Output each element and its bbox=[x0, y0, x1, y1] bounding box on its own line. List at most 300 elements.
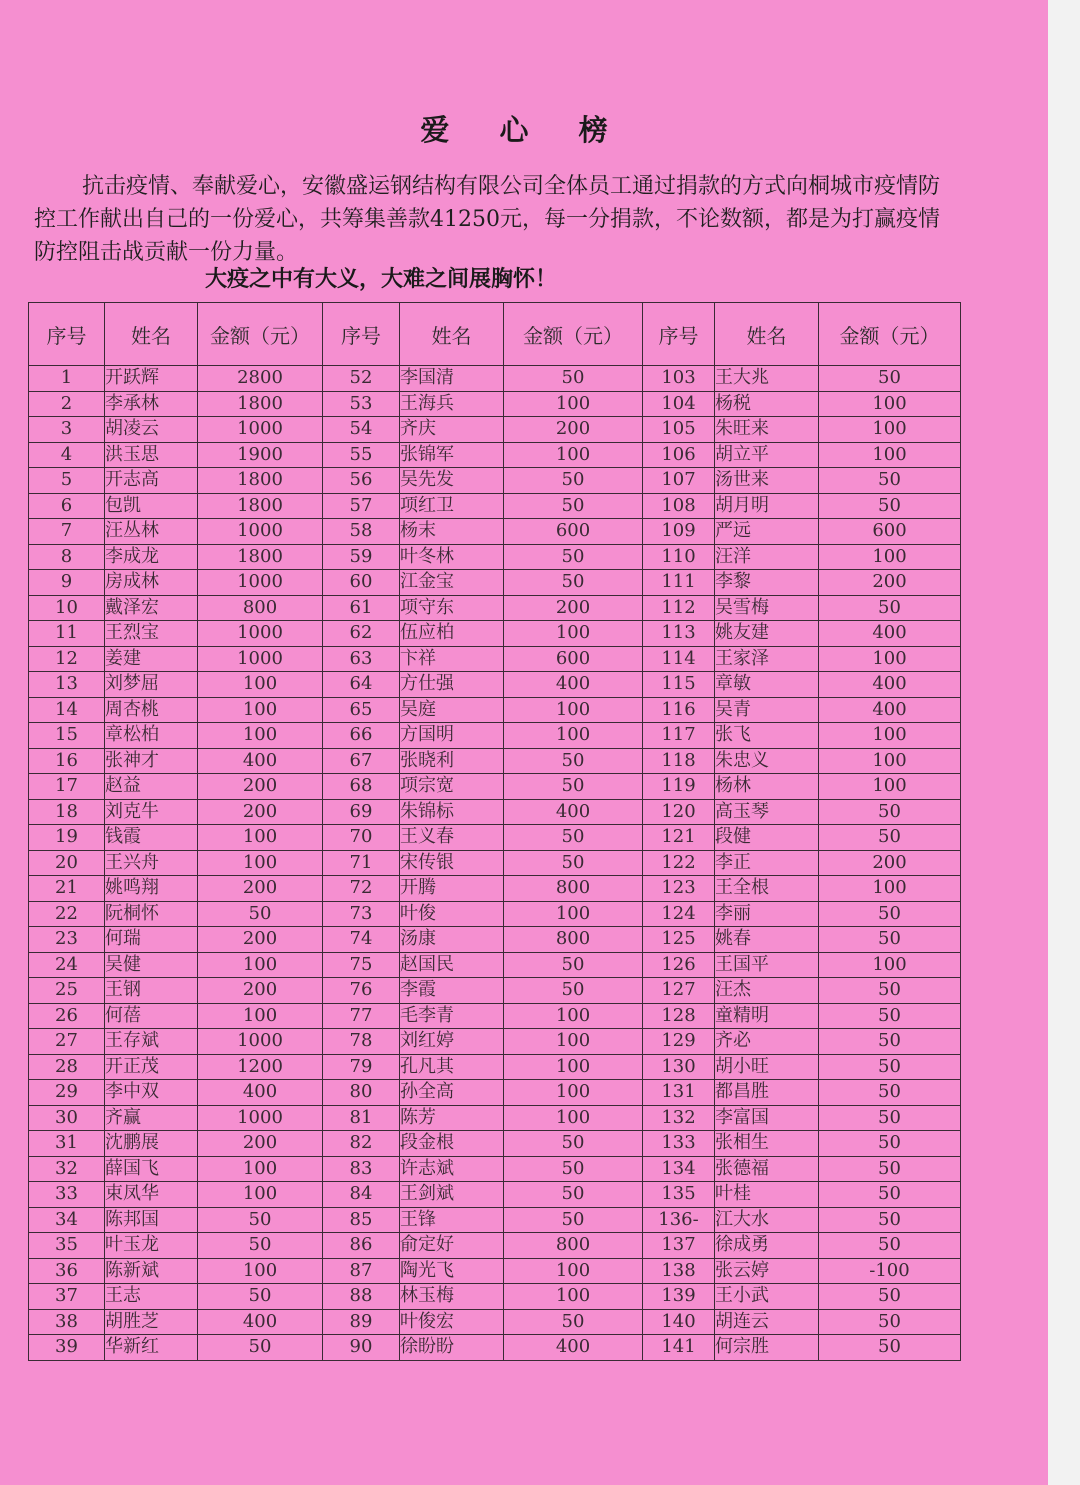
cell-name: 王大兆 bbox=[715, 366, 819, 392]
cell-index: 86 bbox=[323, 1233, 400, 1259]
table-row bbox=[29, 366, 961, 392]
cell-name: 叶玉龙 bbox=[105, 1233, 198, 1259]
cell-name: 刘克牛 bbox=[105, 799, 198, 825]
cell-amount: 100 bbox=[504, 1284, 643, 1310]
cell-index: 74 bbox=[323, 927, 400, 953]
cell-index: 24 bbox=[29, 952, 105, 978]
cell-name: 王存斌 bbox=[105, 1029, 198, 1055]
cell-amount: 1000 bbox=[198, 1105, 323, 1131]
cell-index: 15 bbox=[29, 723, 105, 749]
cell-amount: 400 bbox=[198, 1080, 323, 1106]
cell-index: 106 bbox=[643, 442, 715, 468]
cell-name: 叶桂 bbox=[715, 1182, 819, 1208]
cell-name: 王志 bbox=[105, 1284, 198, 1310]
cell-amount: 200 bbox=[198, 927, 323, 953]
cell-index: 118 bbox=[643, 748, 715, 774]
cell-amount: 50 bbox=[819, 1335, 961, 1361]
cell-amount: 50 bbox=[819, 825, 961, 851]
cell-amount: 100 bbox=[819, 952, 961, 978]
cell-amount: 50 bbox=[819, 1080, 961, 1106]
cell-name: 开正茂 bbox=[105, 1054, 198, 1080]
cell-index: 28 bbox=[29, 1054, 105, 1080]
donor-table bbox=[28, 302, 961, 1361]
cell-index: 131 bbox=[643, 1080, 715, 1106]
cell-name: 胡凌云 bbox=[105, 417, 198, 443]
cell-amount: 100 bbox=[819, 646, 961, 672]
cell-name: 汪洋 bbox=[715, 544, 819, 570]
table-row bbox=[29, 825, 961, 851]
cell-name: 开跃辉 bbox=[105, 366, 198, 392]
cell-index: 57 bbox=[323, 493, 400, 519]
cell-name: 胡立平 bbox=[715, 442, 819, 468]
cell-amount: 100 bbox=[198, 825, 323, 851]
cell-amount: 50 bbox=[819, 595, 961, 621]
cell-index: 58 bbox=[323, 519, 400, 545]
cell-amount: 1000 bbox=[198, 1029, 323, 1055]
cell-index: 63 bbox=[323, 646, 400, 672]
cell-index: 8 bbox=[29, 544, 105, 570]
cell-name: 李中双 bbox=[105, 1080, 198, 1106]
cell-index: 123 bbox=[643, 876, 715, 902]
header-index-2: 序号 bbox=[323, 303, 400, 366]
cell-name: 张云婷 bbox=[715, 1258, 819, 1284]
cell-amount: 400 bbox=[819, 697, 961, 723]
cell-name: 张神才 bbox=[105, 748, 198, 774]
cell-name: 毛李青 bbox=[400, 1003, 504, 1029]
cell-amount: 50 bbox=[504, 1156, 643, 1182]
donor-table-body bbox=[29, 366, 961, 1361]
cell-name: 赵国民 bbox=[400, 952, 504, 978]
table-row bbox=[29, 672, 961, 698]
cell-name: 华新红 bbox=[105, 1335, 198, 1361]
cell-index: 72 bbox=[323, 876, 400, 902]
cell-amount: 50 bbox=[819, 1233, 961, 1259]
cell-amount: 50 bbox=[819, 1105, 961, 1131]
cell-amount: 600 bbox=[504, 646, 643, 672]
cell-index: 60 bbox=[323, 570, 400, 596]
cell-index: 18 bbox=[29, 799, 105, 825]
header-index-3: 序号 bbox=[643, 303, 715, 366]
table-row bbox=[29, 952, 961, 978]
cell-amount: 200 bbox=[198, 978, 323, 1004]
cell-amount: 50 bbox=[504, 850, 643, 876]
cell-amount: 1800 bbox=[198, 391, 323, 417]
cell-amount: 1000 bbox=[198, 519, 323, 545]
cell-name: 薛国飞 bbox=[105, 1156, 198, 1182]
cell-amount: 100 bbox=[198, 850, 323, 876]
cell-name: 叶俊宏 bbox=[400, 1309, 504, 1335]
table-row bbox=[29, 1335, 961, 1361]
cell-name: 张飞 bbox=[715, 723, 819, 749]
cell-amount: 50 bbox=[819, 901, 961, 927]
cell-amount: 50 bbox=[819, 1207, 961, 1233]
cell-name: 段金根 bbox=[400, 1131, 504, 1157]
cell-name: 王烈宝 bbox=[105, 621, 198, 647]
table-row bbox=[29, 1054, 961, 1080]
cell-name: 包凯 bbox=[105, 493, 198, 519]
cell-name: 陶光飞 bbox=[400, 1258, 504, 1284]
cell-amount: 400 bbox=[819, 621, 961, 647]
cell-amount: 1000 bbox=[198, 417, 323, 443]
cell-amount: 50 bbox=[504, 774, 643, 800]
cell-name: 王国平 bbox=[715, 952, 819, 978]
cell-name: 林玉梅 bbox=[400, 1284, 504, 1310]
cell-name: 李承林 bbox=[105, 391, 198, 417]
cell-name: 汤世来 bbox=[715, 468, 819, 494]
cell-amount: 50 bbox=[819, 366, 961, 392]
table-row bbox=[29, 774, 961, 800]
cell-index: 7 bbox=[29, 519, 105, 545]
cell-amount: 200 bbox=[198, 1131, 323, 1157]
cell-name: 何瑞 bbox=[105, 927, 198, 953]
cell-name: 王义春 bbox=[400, 825, 504, 851]
cell-name: 李成龙 bbox=[105, 544, 198, 570]
cell-name: 江金宝 bbox=[400, 570, 504, 596]
cell-amount: 1000 bbox=[198, 621, 323, 647]
cell-name: 吴庭 bbox=[400, 697, 504, 723]
table-row bbox=[29, 723, 961, 749]
cell-name: 伍应柏 bbox=[400, 621, 504, 647]
cell-index: 139 bbox=[643, 1284, 715, 1310]
cell-name: 钱霞 bbox=[105, 825, 198, 851]
cell-name: 朱忠义 bbox=[715, 748, 819, 774]
cell-index: 112 bbox=[643, 595, 715, 621]
cell-amount: 100 bbox=[198, 952, 323, 978]
cell-amount: 50 bbox=[504, 952, 643, 978]
cell-amount: 50 bbox=[198, 1207, 323, 1233]
cell-amount: 100 bbox=[198, 672, 323, 698]
cell-index: 135 bbox=[643, 1182, 715, 1208]
table-row bbox=[29, 1080, 961, 1106]
cell-index: 115 bbox=[643, 672, 715, 698]
cell-amount: 200 bbox=[504, 417, 643, 443]
cell-name: 开腾 bbox=[400, 876, 504, 902]
cell-amount: 100 bbox=[819, 723, 961, 749]
header-name-3: 姓名 bbox=[715, 303, 819, 366]
header-name-1: 姓名 bbox=[105, 303, 198, 366]
cell-name: 卞祥 bbox=[400, 646, 504, 672]
cell-amount: 100 bbox=[819, 748, 961, 774]
cell-name: 高玉琴 bbox=[715, 799, 819, 825]
table-row bbox=[29, 978, 961, 1004]
cell-amount: 800 bbox=[504, 1233, 643, 1259]
cell-index: 66 bbox=[323, 723, 400, 749]
cell-name: 李富国 bbox=[715, 1105, 819, 1131]
cell-name: 张晓利 bbox=[400, 748, 504, 774]
cell-amount: 100 bbox=[198, 1258, 323, 1284]
cell-name: 齐必 bbox=[715, 1029, 819, 1055]
cell-index: 71 bbox=[323, 850, 400, 876]
cell-name: 朱锦标 bbox=[400, 799, 504, 825]
cell-name: 许志斌 bbox=[400, 1156, 504, 1182]
cell-index: 130 bbox=[643, 1054, 715, 1080]
cell-name: 王全根 bbox=[715, 876, 819, 902]
cell-index: 64 bbox=[323, 672, 400, 698]
cell-index: 27 bbox=[29, 1029, 105, 1055]
cell-name: 张锦军 bbox=[400, 442, 504, 468]
cell-index: 19 bbox=[29, 825, 105, 851]
cell-index: 37 bbox=[29, 1284, 105, 1310]
cell-name: 方国明 bbox=[400, 723, 504, 749]
cell-amount: 50 bbox=[504, 1309, 643, 1335]
cell-amount: 50 bbox=[504, 825, 643, 851]
cell-index: 103 bbox=[643, 366, 715, 392]
cell-index: 133 bbox=[643, 1131, 715, 1157]
cell-amount: 50 bbox=[819, 799, 961, 825]
cell-amount: 50 bbox=[819, 927, 961, 953]
cell-index: 77 bbox=[323, 1003, 400, 1029]
cell-amount: 100 bbox=[504, 621, 643, 647]
cell-name: 朱旺来 bbox=[715, 417, 819, 443]
table-row bbox=[29, 595, 961, 621]
cell-index: 122 bbox=[643, 850, 715, 876]
cell-index: 36 bbox=[29, 1258, 105, 1284]
cell-amount: 200 bbox=[198, 799, 323, 825]
table-row bbox=[29, 544, 961, 570]
cell-amount: 800 bbox=[504, 927, 643, 953]
cell-name: 姚春 bbox=[715, 927, 819, 953]
cell-amount: 50 bbox=[504, 748, 643, 774]
cell-name: 徐成勇 bbox=[715, 1233, 819, 1259]
cell-amount: 1800 bbox=[198, 544, 323, 570]
cell-amount: 400 bbox=[504, 799, 643, 825]
cell-index: 65 bbox=[323, 697, 400, 723]
cell-index: 54 bbox=[323, 417, 400, 443]
cell-index: 83 bbox=[323, 1156, 400, 1182]
cell-index: 138 bbox=[643, 1258, 715, 1284]
cell-amount: 50 bbox=[198, 1335, 323, 1361]
cell-amount: 100 bbox=[198, 1156, 323, 1182]
cell-index: 84 bbox=[323, 1182, 400, 1208]
cell-amount: 400 bbox=[819, 672, 961, 698]
cell-amount: 1900 bbox=[198, 442, 323, 468]
cell-index: 116 bbox=[643, 697, 715, 723]
cell-index: 141 bbox=[643, 1335, 715, 1361]
intro-paragraph: 抗击疫情、奉献爱心，安徽盛运钢结构有限公司全体员工通过捐款的方式向桐城市疫情防控工作献出自己的一份爱心，共筹集善款41250元，每一分捐款，不论数额，都是为打赢疫情防控阻击战贡献一份力量。 bbox=[34, 174, 941, 265]
cell-amount: 100 bbox=[504, 391, 643, 417]
cell-index: 23 bbox=[29, 927, 105, 953]
cell-name: 胡小旺 bbox=[715, 1054, 819, 1080]
table-row bbox=[29, 621, 961, 647]
cell-name: 俞定好 bbox=[400, 1233, 504, 1259]
cell-name: 齐庆 bbox=[400, 417, 504, 443]
cell-name: 戴泽宏 bbox=[105, 595, 198, 621]
cell-name: 开志高 bbox=[105, 468, 198, 494]
table-row bbox=[29, 1284, 961, 1310]
cell-amount: 100 bbox=[198, 723, 323, 749]
cell-name: 何蓓 bbox=[105, 1003, 198, 1029]
cell-amount: 200 bbox=[198, 876, 323, 902]
cell-index: 32 bbox=[29, 1156, 105, 1182]
cell-name: 王家泽 bbox=[715, 646, 819, 672]
cell-index: 12 bbox=[29, 646, 105, 672]
header-amount-2: 金额（元） bbox=[504, 303, 643, 366]
table-row bbox=[29, 1029, 961, 1055]
table-row bbox=[29, 876, 961, 902]
table-row bbox=[29, 442, 961, 468]
cell-name: 何宗胜 bbox=[715, 1335, 819, 1361]
cell-index: 70 bbox=[323, 825, 400, 851]
cell-index: 30 bbox=[29, 1105, 105, 1131]
cell-amount: 50 bbox=[198, 901, 323, 927]
cell-name: 杨林 bbox=[715, 774, 819, 800]
table-row bbox=[29, 748, 961, 774]
cell-amount: 200 bbox=[504, 595, 643, 621]
cell-index: 87 bbox=[323, 1258, 400, 1284]
cell-index: 121 bbox=[643, 825, 715, 851]
cell-index: 21 bbox=[29, 876, 105, 902]
cell-index: 82 bbox=[323, 1131, 400, 1157]
cell-index: 85 bbox=[323, 1207, 400, 1233]
cell-name: 张相生 bbox=[715, 1131, 819, 1157]
cell-name: 李国清 bbox=[400, 366, 504, 392]
cell-name: 陈芳 bbox=[400, 1105, 504, 1131]
table-row bbox=[29, 1258, 961, 1284]
cell-name: 陈邦国 bbox=[105, 1207, 198, 1233]
cell-index: 120 bbox=[643, 799, 715, 825]
cell-amount: 400 bbox=[504, 672, 643, 698]
cell-name: 叶俊 bbox=[400, 901, 504, 927]
cell-amount: 200 bbox=[819, 570, 961, 596]
cell-name: 洪玉思 bbox=[105, 442, 198, 468]
table-row bbox=[29, 697, 961, 723]
header-index-1: 序号 bbox=[29, 303, 105, 366]
cell-name: 沈鹏展 bbox=[105, 1131, 198, 1157]
table-row bbox=[29, 1233, 961, 1259]
cell-index: 114 bbox=[643, 646, 715, 672]
cell-amount: 50 bbox=[819, 468, 961, 494]
cell-index: 14 bbox=[29, 697, 105, 723]
cell-index: 126 bbox=[643, 952, 715, 978]
cell-index: 125 bbox=[643, 927, 715, 953]
cell-amount: 50 bbox=[819, 1029, 961, 1055]
cell-amount: 100 bbox=[819, 544, 961, 570]
cell-amount: 200 bbox=[819, 850, 961, 876]
cell-amount: 100 bbox=[504, 1080, 643, 1106]
cell-amount: 100 bbox=[504, 901, 643, 927]
cell-index: 117 bbox=[643, 723, 715, 749]
cell-index: 16 bbox=[29, 748, 105, 774]
cell-index: 108 bbox=[643, 493, 715, 519]
cell-index: 53 bbox=[323, 391, 400, 417]
cell-index: 29 bbox=[29, 1080, 105, 1106]
table-row bbox=[29, 570, 961, 596]
cell-amount: 50 bbox=[819, 1156, 961, 1182]
cell-amount: 200 bbox=[198, 774, 323, 800]
cell-amount: 50 bbox=[819, 1182, 961, 1208]
cell-name: 宋传银 bbox=[400, 850, 504, 876]
cell-name: 王锋 bbox=[400, 1207, 504, 1233]
cell-index: 55 bbox=[323, 442, 400, 468]
cell-amount: 400 bbox=[198, 748, 323, 774]
cell-index: 78 bbox=[323, 1029, 400, 1055]
cell-name: 汪杰 bbox=[715, 978, 819, 1004]
cell-index: 113 bbox=[643, 621, 715, 647]
cell-amount: 100 bbox=[504, 723, 643, 749]
cell-name: 段健 bbox=[715, 825, 819, 851]
cell-index: 132 bbox=[643, 1105, 715, 1131]
cell-amount: 100 bbox=[198, 1182, 323, 1208]
cell-amount: 100 bbox=[504, 1258, 643, 1284]
cell-name: 孔凡其 bbox=[400, 1054, 504, 1080]
cell-name: 姚友建 bbox=[715, 621, 819, 647]
cell-amount: 100 bbox=[504, 1105, 643, 1131]
cell-index: 119 bbox=[643, 774, 715, 800]
cell-name: 束凤华 bbox=[105, 1182, 198, 1208]
cell-amount: 1800 bbox=[198, 468, 323, 494]
cell-amount: 100 bbox=[504, 1003, 643, 1029]
cell-amount: 50 bbox=[504, 493, 643, 519]
page-title: 爱 心 榜 bbox=[420, 113, 628, 147]
cell-index: 33 bbox=[29, 1182, 105, 1208]
cell-index: 38 bbox=[29, 1309, 105, 1335]
cell-index: 10 bbox=[29, 595, 105, 621]
cell-name: 吴先发 bbox=[400, 468, 504, 494]
cell-index: 128 bbox=[643, 1003, 715, 1029]
cell-name: 李正 bbox=[715, 850, 819, 876]
cell-amount: 100 bbox=[819, 417, 961, 443]
cell-name: 孙全高 bbox=[400, 1080, 504, 1106]
cell-index: 4 bbox=[29, 442, 105, 468]
cell-amount: 400 bbox=[198, 1309, 323, 1335]
cell-amount: 400 bbox=[504, 1335, 643, 1361]
cell-name: 项守东 bbox=[400, 595, 504, 621]
cell-amount: 50 bbox=[819, 978, 961, 1004]
cell-index: 89 bbox=[323, 1309, 400, 1335]
cell-name: 房成林 bbox=[105, 570, 198, 596]
header-name-2: 姓名 bbox=[400, 303, 504, 366]
cell-amount: 100 bbox=[819, 442, 961, 468]
cell-index: 52 bbox=[323, 366, 400, 392]
cell-amount: 600 bbox=[819, 519, 961, 545]
cell-amount: 800 bbox=[198, 595, 323, 621]
cell-name: 胡胜芝 bbox=[105, 1309, 198, 1335]
cell-index: 109 bbox=[643, 519, 715, 545]
cell-name: 汪丛林 bbox=[105, 519, 198, 545]
cell-name: 吴雪梅 bbox=[715, 595, 819, 621]
table-row bbox=[29, 391, 961, 417]
cell-amount: 50 bbox=[819, 1284, 961, 1310]
header-amount-1: 金额（元） bbox=[198, 303, 323, 366]
cell-amount: 50 bbox=[504, 544, 643, 570]
cell-amount: 100 bbox=[504, 1054, 643, 1080]
cell-amount: 50 bbox=[819, 1003, 961, 1029]
cell-name: 王海兵 bbox=[400, 391, 504, 417]
cell-index: 26 bbox=[29, 1003, 105, 1029]
cell-name: 姚鸣翔 bbox=[105, 876, 198, 902]
cell-name: 李丽 bbox=[715, 901, 819, 927]
cell-index: 75 bbox=[323, 952, 400, 978]
cell-index: 35 bbox=[29, 1233, 105, 1259]
cell-index: 111 bbox=[643, 570, 715, 596]
cell-name: 汤康 bbox=[400, 927, 504, 953]
table-row bbox=[29, 1105, 961, 1131]
cell-name: 章松柏 bbox=[105, 723, 198, 749]
cell-amount: 1200 bbox=[198, 1054, 323, 1080]
cell-name: 齐赢 bbox=[105, 1105, 198, 1131]
cell-index: 17 bbox=[29, 774, 105, 800]
cell-amount: 100 bbox=[819, 876, 961, 902]
cell-index: 6 bbox=[29, 493, 105, 519]
cell-amount: 100 bbox=[198, 697, 323, 723]
table-row bbox=[29, 1182, 961, 1208]
cell-name: 童精明 bbox=[715, 1003, 819, 1029]
cell-index: 20 bbox=[29, 850, 105, 876]
cell-amount: 1800 bbox=[198, 493, 323, 519]
cell-amount: -100 bbox=[819, 1258, 961, 1284]
table-row bbox=[29, 901, 961, 927]
cell-index: 134 bbox=[643, 1156, 715, 1182]
